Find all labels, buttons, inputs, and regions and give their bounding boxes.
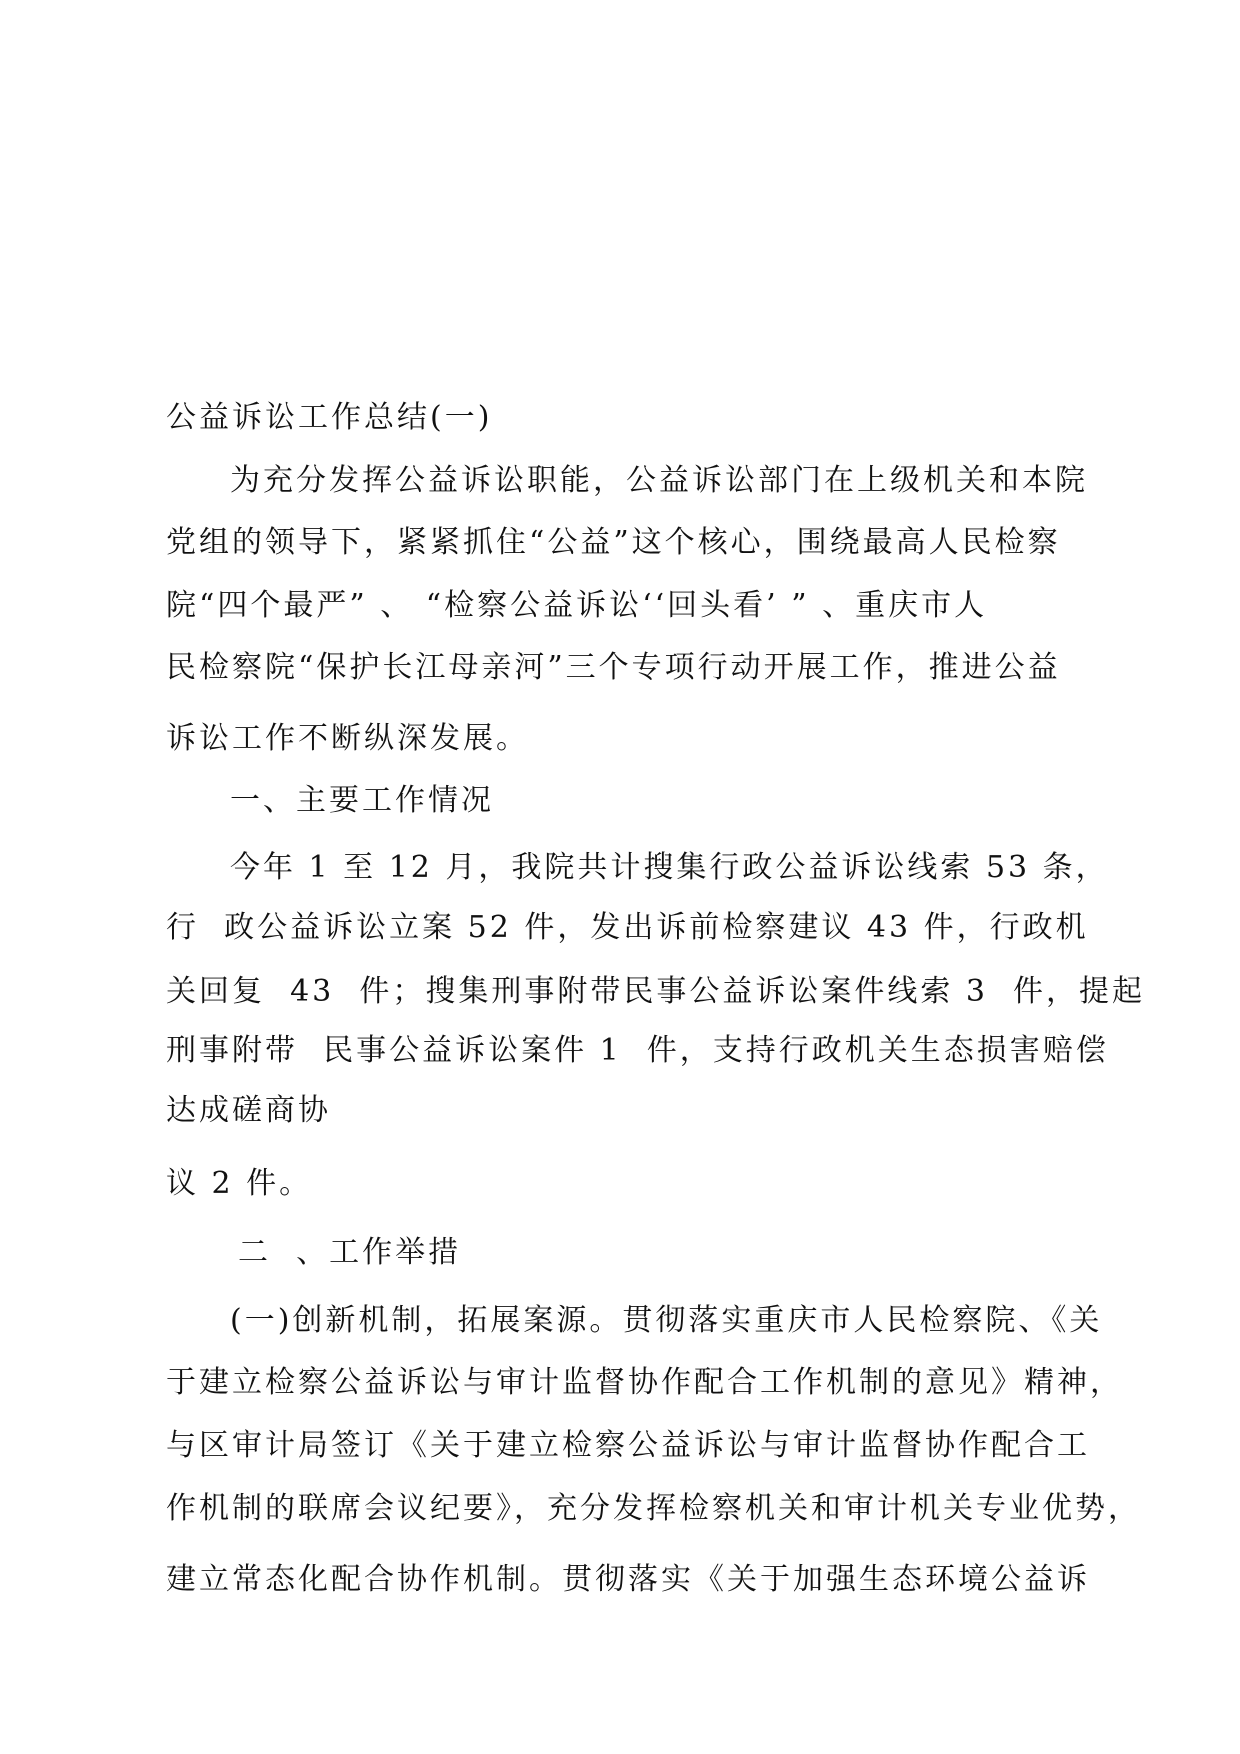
- body-line: 议 2 件。: [166, 1166, 313, 1201]
- body-line: 为充分发挥公益诉讼职能，公益诉讼部门在上级机关和本院: [230, 463, 1088, 498]
- body-line: 诉讼工作不断纵深发展。: [166, 721, 529, 756]
- body-line: 于建立检察公益诉讼与审计监督协作配合工作机制的意见》精神，: [166, 1365, 1123, 1400]
- body-line: 今年 1 至 12 月，我院共计搜集行政公益诉讼线索 53 条，: [230, 850, 1109, 885]
- body-line: 关回复 43 件；搜集刑事附带民事公益诉讼案件线索 3 件，提起: [166, 974, 1146, 1009]
- body-line: 作机制的联席会议纪要》，充分发挥检察机关和审计机关专业优势，: [166, 1491, 1141, 1526]
- body-line: 行 政公益诉讼立案 52 件，发出诉前检察建议 43 件，行政机: [166, 910, 1089, 945]
- body-line: 院“四个最严” 、 “检察公益诉讼‘‘回头看’ ” 、重庆市人: [166, 588, 988, 623]
- body-line: (一)创新机制，拓展案源。贯彻落实重庆市人民检察院、《关: [230, 1303, 1103, 1338]
- body-line: 达成磋商协: [166, 1093, 331, 1128]
- body-line: 与区审计局签订《关于建立检察公益诉讼与审计监督协作配合工: [166, 1428, 1090, 1463]
- section-heading: 二 、工作举措: [238, 1235, 462, 1270]
- section-heading: 一、主要工作情况: [230, 783, 494, 818]
- body-line: 建立常态化配合协作机制。贯彻落实《关于加强生态环境公益诉: [166, 1562, 1090, 1597]
- body-line: 党组的领导下，紧紧抓住“公益”这个核心，围绕最高人民检察: [166, 525, 1061, 560]
- body-line: 刑事附带 民事公益诉讼案件 1 件，支持行政机关生态损害赔偿: [166, 1033, 1109, 1068]
- body-line: 民检察院“保护长江母亲河”三个专项行动开展工作，推进公益: [166, 650, 1061, 685]
- document-title: 公益诉讼工作总结(一): [166, 400, 493, 435]
